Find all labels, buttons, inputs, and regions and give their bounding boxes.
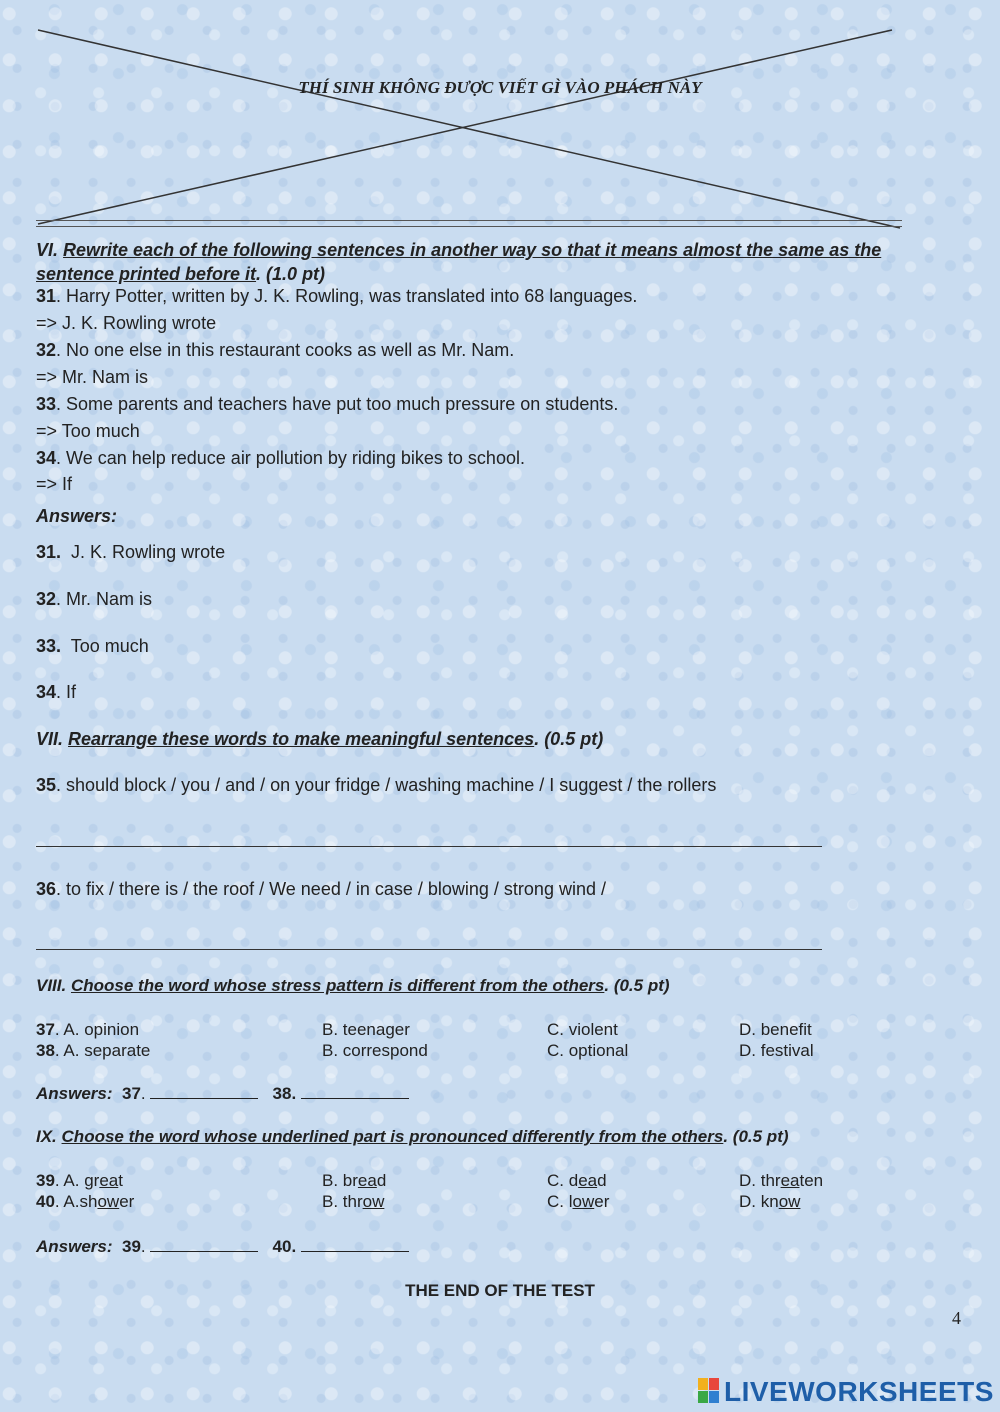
- section8-title: Choose the word whose stress pattern is different from the others: [70, 976, 605, 995]
- answer-line-36[interactable]: [36, 949, 822, 950]
- answer-33[interactable]: 33. Too much: [36, 636, 149, 656]
- answer-blank-38[interactable]: [301, 1083, 409, 1099]
- prompt-31: => J. K. Rowling wrote: [36, 313, 217, 333]
- section7-heading: VII. Rearrange these words to make meaningful sentences. (0.5 pt): [36, 729, 604, 749]
- cross-line-1: [38, 30, 900, 228]
- section6-num: VI.: [36, 240, 59, 260]
- answer-34[interactable]: 34. If: [36, 682, 77, 702]
- question-39-d: D. threaten: [739, 1171, 824, 1190]
- question-34: 34. We can help reduce air pollution by riding bikes to school.: [36, 448, 525, 468]
- section6-title-line1: Rewrite each of the following sentences in another way so that it means almost the same as the: [63, 240, 882, 260]
- section6-answers-label: Answers:: [36, 506, 118, 526]
- question-35: 35. should block / you / and / on your fridge / washing machine / I suggest / the rollers: [36, 775, 717, 795]
- logo-text: LIVEWORKSHEETS: [724, 1376, 994, 1407]
- section9-heading: IX. Choose the word whose underlined part is pronounced differently from the others. (0.5 pt): [36, 1127, 789, 1146]
- end-of-test: THE END OF THE TEST: [405, 1281, 595, 1300]
- answer-blank-39[interactable]: [150, 1236, 258, 1252]
- question-37-a: 37. A. opinion: [36, 1020, 140, 1039]
- prompt-34: => If: [36, 474, 73, 494]
- question-36: 36. to fix / there is / the roof / We need / in case / blowing / strong wind /: [36, 879, 606, 899]
- section8-heading: VIII. Choose the word whose stress pattern is different from the others. (0.5 pt): [36, 976, 670, 995]
- question-40-d: D. know: [739, 1192, 801, 1211]
- question-31: 31. Harry Potter, written by J. K. Rowling, was translated into 68 languages.: [36, 286, 638, 306]
- header-notice: THÍ SINH KHÔNG ĐƯỢC VIẾT GÌ VÀO PHÁCH NÀY: [298, 78, 702, 97]
- section6-points: . (1.0 pt): [256, 264, 326, 284]
- question-38-b: B. correspond: [322, 1041, 428, 1060]
- section6-title-line2: sentence printed before it: [36, 264, 257, 284]
- divider: [36, 220, 902, 227]
- question-40-b: B. throw: [322, 1192, 385, 1211]
- section7-title: Rearrange these words to make meaningful sentences: [68, 729, 535, 749]
- question-32: 32. No one else in this restaurant cooks as well as Mr. Nam.: [36, 340, 515, 360]
- answer-blank-40[interactable]: [301, 1236, 409, 1252]
- section6-heading-line2: [36, 264, 325, 285]
- prompt-32: => Mr. Nam is: [36, 367, 149, 387]
- question-38-a: 38. A. separate: [36, 1041, 151, 1060]
- question-33: 33. Some parents and teachers have put too much pressure on students.: [36, 394, 619, 414]
- question-39-a: 39. A. great: [36, 1171, 123, 1190]
- question-37-c: C. violent: [547, 1020, 618, 1039]
- question-38-c: C. optional: [547, 1041, 629, 1060]
- question-40-c: C. lower: [547, 1192, 610, 1211]
- section9-answers: Answers: 39. 40.: [36, 1236, 409, 1257]
- question-40-a: 40. A.shower: [36, 1192, 135, 1211]
- question-37-b: B. teenager: [322, 1020, 410, 1039]
- question-37-d: D. benefit: [739, 1020, 812, 1039]
- section6-heading: [36, 240, 881, 261]
- logo-mark-icon: [698, 1378, 720, 1404]
- answer-32[interactable]: 32. Mr. Nam is: [36, 589, 153, 609]
- section9-title: Choose the word whose underlined part is pronounced differently from the others: [61, 1127, 724, 1146]
- page-number: 4: [952, 1308, 961, 1328]
- answer-31[interactable]: 31. J. K. Rowling wrote: [36, 542, 226, 562]
- answer-blank-37[interactable]: [150, 1083, 258, 1099]
- section8-answers: Answers: 37. 38.: [36, 1083, 409, 1104]
- answer-line-35[interactable]: [36, 846, 822, 847]
- question-39-c: C. dead: [547, 1171, 607, 1190]
- question-38-d: D. festival: [739, 1041, 814, 1060]
- question-39-b: B. bread: [322, 1171, 387, 1190]
- liveworksheets-logo[interactable]: [698, 1374, 998, 1412]
- header-cross-lines: [0, 0, 1000, 240]
- prompt-33: => Too much: [36, 421, 140, 441]
